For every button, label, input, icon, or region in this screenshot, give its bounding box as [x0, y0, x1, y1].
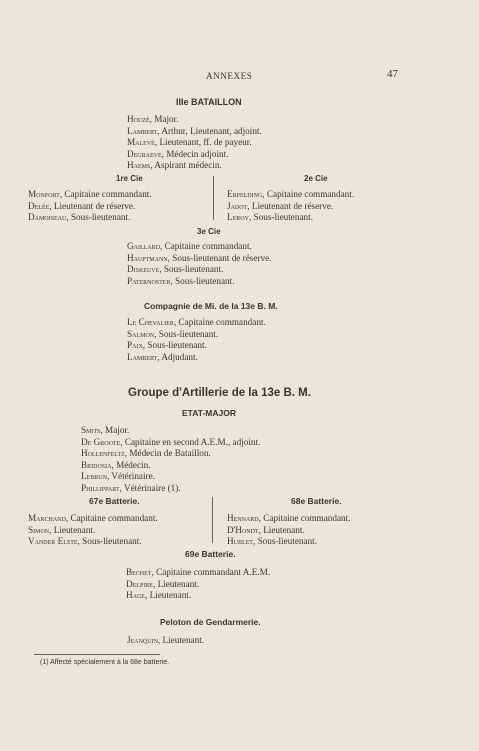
- officer-name: Diskeuve: [127, 264, 160, 275]
- officer-name: Bechet: [126, 567, 152, 577]
- footnote: (1) Affecté spécialement à la 68e batterie.: [40, 659, 170, 666]
- list-item: [28, 211, 152, 223]
- officer-rank: , Sous-lieutenant.: [252, 536, 318, 547]
- officer-rank: , Sous-lieutenant.: [159, 264, 224, 275]
- list-item: [127, 275, 271, 287]
- list-item: [127, 240, 271, 252]
- officer-name: De Groote: [81, 436, 121, 447]
- officer-name: Hennard: [227, 513, 259, 523]
- officer-rank: , Médecin adjoint.: [161, 148, 229, 159]
- officer-rank: , Capitaine commandant.: [258, 513, 351, 523]
- column-divider: [212, 497, 213, 543]
- list-item: [127, 328, 266, 340]
- compagnie-3-list: [127, 240, 271, 286]
- officer-name: Bridosia: [81, 459, 112, 470]
- officer-name: Delée: [28, 200, 50, 211]
- officer-name: Monfort: [28, 189, 60, 199]
- officer-rank: , Major.: [100, 425, 130, 435]
- list-item: [127, 339, 266, 351]
- batterie-68-list: [227, 512, 351, 547]
- list-item: [127, 263, 271, 275]
- compagnie-2-title: 2e Cie: [304, 174, 328, 183]
- compagnie-1-title: 1re Cie: [116, 174, 143, 183]
- footnote-rule: [34, 654, 160, 655]
- list-item: [28, 524, 158, 536]
- officer-rank: , Arthur, Lieutenant, adjoint.: [157, 125, 262, 136]
- page-number: 47: [387, 68, 398, 80]
- officer-rank: , Sous-lieutenant.: [142, 340, 207, 351]
- list-item: [126, 589, 270, 601]
- list-item: [227, 512, 351, 524]
- list-item: [81, 436, 260, 448]
- list-item: [227, 211, 354, 223]
- officer-rank: , Sous-lieutenant.: [66, 212, 131, 223]
- officer-rank: , Sous-lieutenant.: [77, 536, 142, 547]
- list-item: [28, 188, 152, 200]
- officer-rank: , Médecin de Bataillon.: [124, 448, 211, 459]
- officer-rank: , Vétérinaire (1).: [119, 482, 181, 493]
- list-item: [81, 482, 260, 494]
- batterie-67-list: [28, 512, 158, 547]
- officer-rank: , Lieutenant.: [49, 524, 96, 535]
- officer-name: Jeanquin: [127, 635, 158, 645]
- compagnie-2-list: [227, 188, 354, 223]
- list-item: [127, 125, 262, 137]
- etat-major-title: ETAT-MAJOR: [182, 408, 236, 418]
- batterie-68-title: 68e Batterie.: [291, 496, 342, 506]
- officer-name: Houzé: [127, 114, 150, 124]
- batterie-69-list: [126, 566, 270, 601]
- officer-name: Hauptmann: [127, 252, 168, 263]
- batterie-69-title: 69e Batterie.: [185, 549, 236, 559]
- officer-rank: , Lieutenant.: [258, 524, 305, 535]
- officer-rank: , Lieutenant.: [157, 635, 205, 645]
- batterie-67-title: 67e Batterie.: [89, 496, 140, 506]
- officer-rank: , Lieutenant de réserve.: [49, 200, 136, 211]
- officer-name: Damoiseau: [28, 212, 67, 223]
- officer-rank: , Capitaine commandant A.E.M.: [151, 567, 271, 577]
- list-item: [127, 148, 262, 160]
- officer-name: D'Hondt: [227, 524, 259, 535]
- officer-rank: , Capitaine commandant.: [59, 189, 152, 199]
- officer-name: Marchand: [28, 513, 66, 523]
- officer-rank: , Médecin.: [111, 459, 151, 470]
- officer-rank: , Capitaine commandant.: [173, 317, 266, 327]
- officer-name: Hage: [126, 590, 145, 601]
- officer-rank: , Aspirant médecin.: [150, 160, 222, 171]
- officer-rank: , Sous-lieutenant.: [154, 328, 219, 339]
- bataillon-staff-list: [127, 113, 262, 171]
- officer-rank: , Major.: [149, 114, 179, 124]
- officer-name: Lambert: [127, 125, 158, 136]
- officer-name: Paix: [127, 340, 143, 351]
- column-divider: [213, 176, 214, 220]
- officer-name: Haems: [127, 160, 151, 171]
- compagnie-1-list: [28, 188, 152, 223]
- list-item: [127, 113, 262, 125]
- officer-rank: , Capitaine commandant.: [65, 513, 158, 523]
- officer-name: Gaillard: [127, 241, 160, 251]
- list-item: [127, 351, 266, 363]
- list-item: [81, 424, 260, 436]
- officer-name: Smits: [81, 425, 101, 435]
- officer-name: Salmon: [127, 328, 155, 339]
- officer-rank: , Sous-lieutenant de réserve.: [167, 252, 272, 263]
- officer-name: Simon: [28, 524, 50, 535]
- compagnie-mi-title: Compagnie de Mi. de la 13e B. M.: [144, 301, 278, 311]
- officer-rank: , Adjudant.: [157, 351, 198, 362]
- list-item: [227, 535, 351, 547]
- etat-major-list: [81, 424, 260, 494]
- compagnie-mi-list: [127, 316, 266, 362]
- officer-rank: , Lieutenant de réserve.: [247, 200, 334, 211]
- artillerie-title: Groupe d'Artillerie de la 13e B. M.: [128, 387, 311, 399]
- officer-name: Lambert: [127, 351, 158, 362]
- officer-rank: , Sous-lieutenant.: [170, 275, 235, 286]
- officer-rank: , Sous-lieutenant.: [248, 212, 314, 223]
- officer-name: Delpire: [126, 578, 153, 589]
- list-item: [126, 578, 270, 590]
- list-item: [127, 159, 262, 171]
- officer-name: Leroy: [227, 212, 249, 223]
- list-item: [127, 252, 271, 264]
- officer-rank: , Capitaine en second A.E.M., adjoint.: [120, 436, 261, 447]
- list-item: [127, 136, 262, 148]
- list-item: [81, 470, 260, 482]
- officer-name: Malevé: [127, 137, 155, 148]
- officer-name: Le Chevalier: [127, 317, 174, 327]
- list-item: [227, 188, 354, 200]
- list-item: [227, 524, 351, 536]
- list-item: [81, 459, 260, 471]
- officer-rank: , Lieutenant.: [144, 590, 192, 601]
- gendarmerie-list: [127, 634, 204, 646]
- officer-name: Hublet: [227, 536, 253, 547]
- compagnie-3-title: 3e Cie: [197, 227, 221, 236]
- list-item: [28, 512, 158, 524]
- list-item: [227, 200, 354, 212]
- officer-name: Vander Elste: [28, 536, 78, 547]
- officer-name: Lebrun: [81, 471, 107, 482]
- officer-name: Hollenfeltz: [81, 448, 125, 459]
- officer-rank: , Lieutenant.: [152, 578, 200, 589]
- list-item: [28, 200, 152, 212]
- officer-rank: , Capitaine commandant.: [262, 189, 355, 199]
- officer-rank: , Lieutenant, ff. de payeur.: [154, 137, 252, 148]
- officer-rank: , Vétérinaire.: [106, 471, 155, 482]
- list-item: [81, 447, 260, 459]
- list-item: [126, 566, 270, 578]
- officer-name: Phillippart: [81, 482, 120, 493]
- officer-name: Jadot: [227, 200, 248, 211]
- list-item: [127, 316, 266, 328]
- list-item: [28, 535, 158, 547]
- gendarmerie-title: Peloton de Gendarmerie.: [160, 617, 261, 627]
- bataillon-title: IIIe BATAILLON: [176, 97, 242, 107]
- officer-name: Degraeve: [127, 148, 162, 159]
- running-title: ANNEXES: [206, 71, 253, 81]
- officer-name: Paternoster: [127, 275, 171, 286]
- officer-name: Erpelding: [227, 189, 263, 199]
- officer-rank: , Capitaine commandant.: [159, 241, 252, 251]
- list-item: [127, 634, 204, 646]
